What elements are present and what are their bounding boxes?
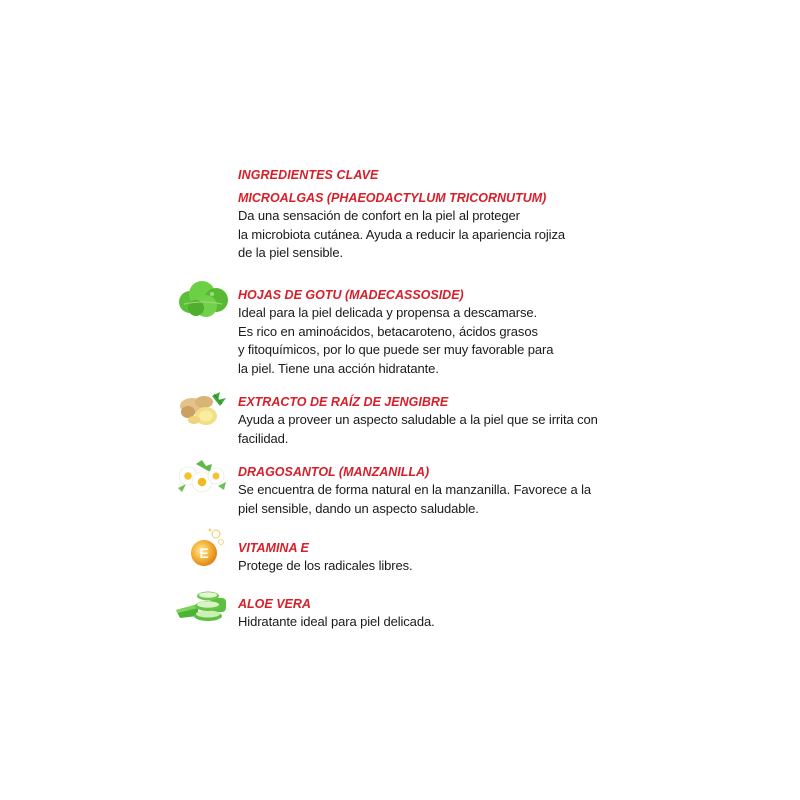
ingredient-description: Ayuda a proveer un aspecto saludable a la piel que se irrita con facilidad. <box>238 412 598 446</box>
ingredient-description: Da una sensación de confort en la piel al proteger la microbiota cutánea. Ayuda a reducir la apariencia rojiza de la piel sensible. <box>238 208 565 260</box>
aloe-vera-icon <box>174 590 230 622</box>
ingredient-vitamin-e <box>238 539 413 576</box>
ingredient-description: Hidratante ideal para piel delicada. <box>238 614 435 629</box>
ingredient-gotu <box>238 286 553 378</box>
chamomile-flowers-icon <box>172 458 232 498</box>
svg-text:E: E <box>199 545 209 561</box>
ingredient-aloe-vera <box>238 595 435 632</box>
vitamin-e-capsule-icon <box>186 527 226 571</box>
ingredient-description: Se encuentra de forma natural en la manzanilla. Favorece a la piel sensible, dando un aspecto saludable. <box>238 482 592 516</box>
gotu-kola-leaves-icon <box>176 280 230 318</box>
ingredient-description: Ideal para la piel delicada y propensa a descamarse. Es rico en aminoácidos, betacaroteno, ácidos grasos y fitoquímicos, por lo que puede ser muy favorable para la piel. Tiene una acción hidratante. <box>238 305 554 376</box>
ingredient-name: HOJAS DE GOTU (MADECASSOSIDE) <box>238 288 464 302</box>
ingredient-name: EXTRACTO DE RAÍZ DE JENGIBRE <box>238 395 449 409</box>
ingredient-chamomile <box>238 463 591 518</box>
ingredient-microalgas <box>238 189 565 263</box>
ingredient-ginger <box>238 393 598 448</box>
ingredient-name: DRAGOSANTOL (MANZANILLA) <box>238 465 430 479</box>
ingredient-name: ALOE VERA <box>238 597 311 611</box>
ingredient-description: Protege de los radicales libres. <box>238 558 413 573</box>
ginger-root-icon <box>176 390 230 430</box>
ingredient-name: VITAMINA E <box>238 541 309 555</box>
ingredient-name: MICROALGAS (PHAEODACTYLUM TRICORNUTUM) <box>238 191 547 205</box>
section-title: INGREDIENTES CLAVE <box>238 168 379 182</box>
